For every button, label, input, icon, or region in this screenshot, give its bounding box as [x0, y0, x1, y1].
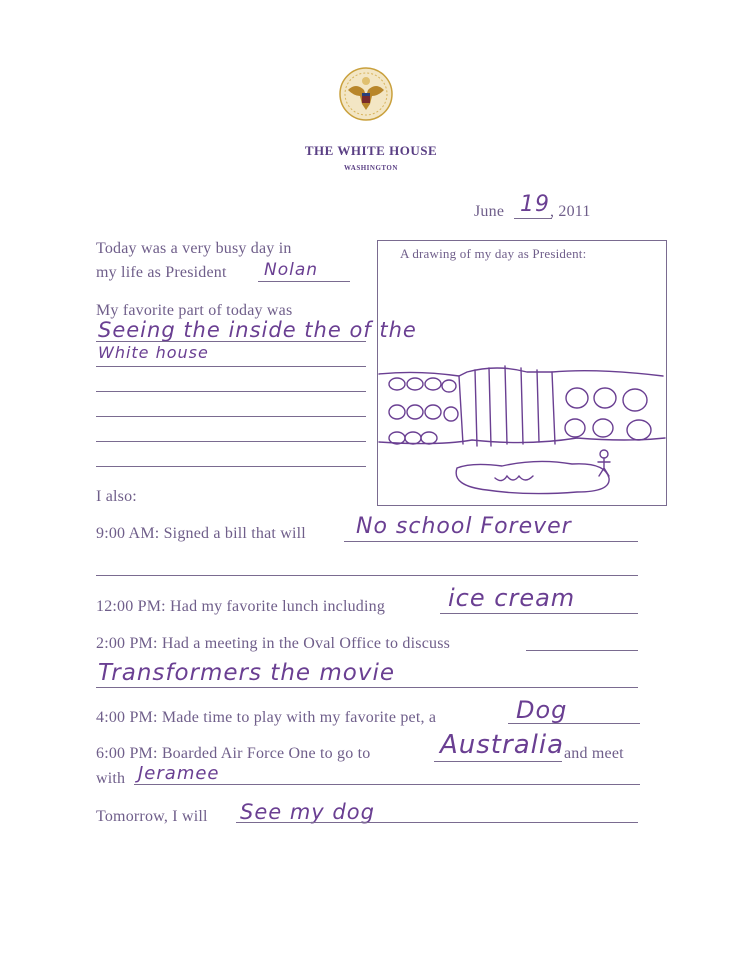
- schedule-600-prompt: 6:00 PM: Boarded Air Force One to go to: [96, 745, 371, 762]
- schedule-600-middle: and meet: [564, 745, 624, 762]
- schedule-1200-prompt: 12:00 PM: Had my favorite lunch including: [96, 598, 386, 615]
- president-name: Nolan: [264, 260, 319, 280]
- schedule-200-line2: [96, 687, 638, 688]
- schedule-900-prompt: 9:00 AM: Signed a bill that will: [96, 525, 306, 542]
- schedule-1200-answer: ice cream: [448, 584, 576, 612]
- schedule-600-answer: Australia: [440, 730, 565, 760]
- answer-line: [96, 416, 366, 417]
- intro-line1: Today was a very busy day in: [96, 240, 292, 257]
- schedule-600-line: [434, 761, 562, 762]
- schedule-1200-line: [440, 613, 638, 614]
- white-house-drawing: [377, 240, 667, 506]
- schedule-200-answer: Transformers the movie: [98, 660, 395, 686]
- letterhead-subtitle: WASHINGTON: [344, 164, 398, 172]
- answer-line: [96, 441, 366, 442]
- schedule-400-line: [508, 723, 640, 724]
- president-name-line: [258, 281, 350, 282]
- favorite-prompt: My favorite part of today was: [96, 302, 293, 319]
- answer-line: [96, 391, 366, 392]
- schedule-400-answer: Dog: [516, 696, 568, 724]
- favorite-answer-line1: Seeing the inside the of the: [98, 318, 417, 342]
- date-day: 19: [520, 192, 550, 217]
- date-day-line: [514, 218, 552, 219]
- presidential-seal-icon: [338, 66, 394, 122]
- date-month: June: [474, 203, 505, 220]
- schedule-600-with-label: with: [96, 770, 126, 787]
- answer-line: [96, 341, 366, 342]
- also-label: I also:: [96, 488, 137, 505]
- schedule-900-line: [344, 541, 638, 542]
- schedule-600-with-answer: Jeramee: [138, 763, 220, 784]
- schedule-900-line2: [96, 575, 638, 576]
- letterhead-title: THE WHITE HOUSE: [304, 143, 438, 158]
- schedule-200-prompt: 2:00 PM: Had a meeting in the Oval Office to discuss: [96, 635, 451, 652]
- favorite-answer-line2: White house: [98, 343, 209, 362]
- tomorrow-answer: See my dog: [240, 800, 375, 824]
- date-year: , 2011: [550, 203, 591, 220]
- schedule-400-prompt: 4:00 PM: Made time to play with my favorite pet, a: [96, 709, 437, 726]
- schedule-200-line: [526, 650, 638, 651]
- drawing-caption: A drawing of my day as President:: [400, 246, 587, 261]
- tomorrow-prompt: Tomorrow, I will: [96, 808, 208, 825]
- answer-line: [96, 366, 366, 367]
- tomorrow-line: [236, 822, 638, 823]
- schedule-600-with-line: [134, 784, 640, 785]
- intro-line2: my life as President: [96, 264, 227, 281]
- schedule-900-answer: No school Forever: [356, 514, 572, 539]
- answer-line: [96, 466, 366, 467]
